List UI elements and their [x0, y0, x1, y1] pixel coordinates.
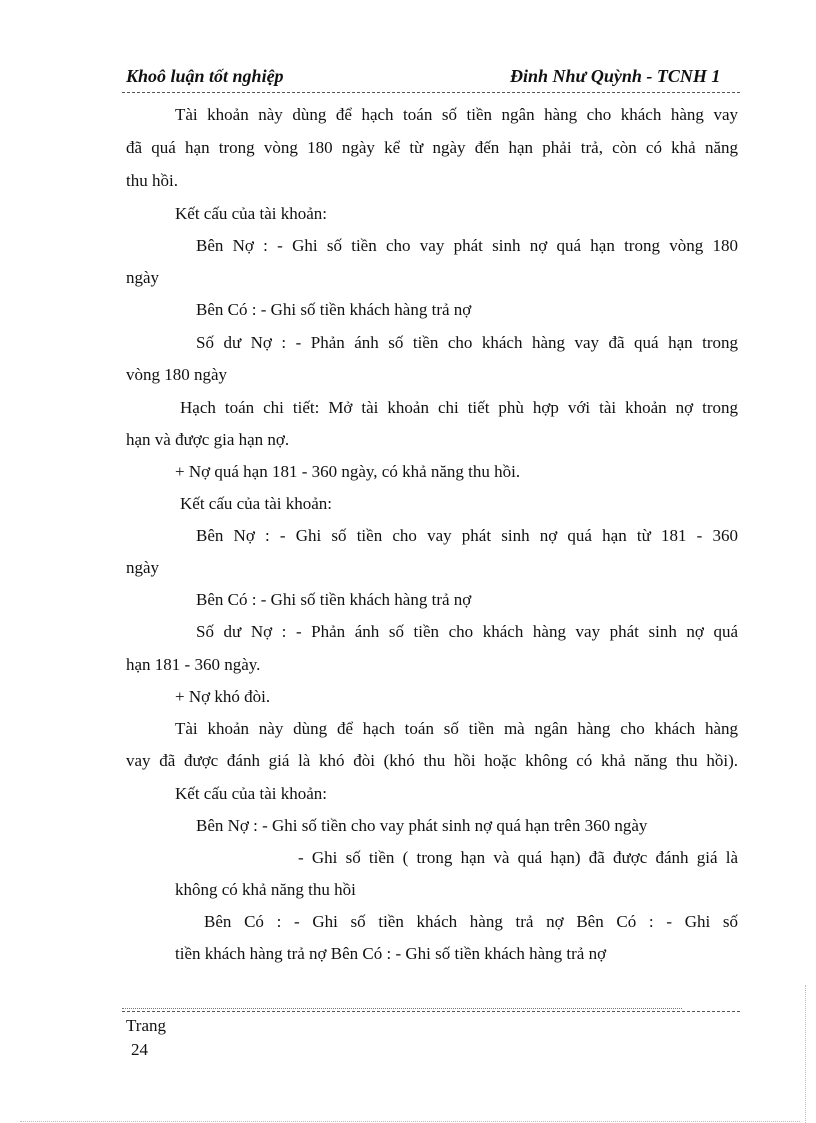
paragraph-line: vòng 180 ngày	[126, 365, 228, 384]
header-right-author: Đinh Như Quỳnh - TCNH 1	[510, 66, 721, 86]
paragraph-line: Bên Có : - Ghi số tiền khách hàng trả nợ	[196, 300, 472, 319]
section-heading: + Nợ khó đòi.	[175, 687, 271, 706]
paragraph-line: Bên Nợ : - Ghi số tiền cho vay phát sinh nợ quá hạn trong vòng 180	[196, 236, 738, 255]
paragraph-line: hạn và được gia hạn nợ.	[126, 430, 290, 449]
footer-page-label: Trang	[126, 1016, 166, 1035]
paragraph-line: Bên Nợ : - Ghi số tiền cho vay phát sinh nợ quá hạn từ 181 - 360	[196, 526, 738, 545]
paragraph-line: không có khả năng thu hồi	[175, 880, 356, 899]
page-edge-vertical	[805, 985, 806, 1123]
paragraph-line: thu hồi.	[126, 171, 178, 190]
paragraph-line: hạn 181 - 360 ngày.	[126, 655, 261, 674]
paragraph-line: đã quá hạn trong vòng 180 ngày kể từ ngày đến hạn phải trả, còn có khả năng	[126, 138, 738, 157]
paragraph-line: Số dư Nợ : - Phản ánh số tiền cho khách hàng vay đã quá hạn trong	[196, 333, 738, 352]
footer-divider-dotted	[122, 1008, 682, 1009]
paragraph-line: Tài khoản này dùng để hạch toán số tiền mà ngân hàng cho khách hàng	[175, 719, 738, 738]
paragraph-line: ngày	[126, 268, 160, 287]
paragraph-line: Bên Có : - Ghi số tiền khách hàng trả nợ Bên Có : - Ghi số	[204, 912, 738, 931]
paragraph-line: Bên Nợ : - Ghi số tiền cho vay phát sinh nợ quá hạn trên 360 ngày	[196, 816, 648, 835]
footer-divider	[122, 1011, 740, 1012]
footer-page-number: 24	[131, 1040, 148, 1059]
paragraph-line: Tài khoản này dùng để hạch toán số tiền ngân hàng cho khách hàng vay	[175, 105, 738, 124]
paragraph-line: vay đã được đánh giá là khó đòi (khó thu hồi hoặc không có khả năng thu hồi).	[126, 751, 738, 770]
section-heading: Kết cấu của tài khoản:	[175, 784, 327, 803]
paragraph-line: Số dư Nợ : - Phản ánh số tiền cho khách hàng vay phát sinh nợ quá	[196, 622, 738, 641]
paragraph-line: Hạch toán chi tiết: Mở tài khoản chi tiết phù hợp với tài khoản nợ trong	[180, 398, 738, 417]
paragraph-line: tiền khách hàng trả nợ Bên Có : - Ghi số tiền khách hàng trả nợ	[175, 944, 607, 963]
header-divider	[122, 92, 740, 93]
header-left-title: Khoô luận tốt nghiệp	[126, 66, 284, 86]
paragraph-line: ngày	[126, 558, 160, 577]
section-heading: Kết cấu của tài khoản:	[175, 204, 327, 223]
section-heading: Kết cấu của tài khoản:	[180, 494, 332, 513]
paragraph-line: Bên Có : - Ghi số tiền khách hàng trả nợ	[196, 590, 472, 609]
paragraph-line: - Ghi số tiền ( trong hạn và quá hạn) đã được đánh giá là	[298, 848, 738, 867]
page-edge-horizontal	[20, 1121, 800, 1122]
section-heading: + Nợ quá hạn 181 - 360 ngày, có khả năng thu hồi.	[175, 462, 521, 481]
